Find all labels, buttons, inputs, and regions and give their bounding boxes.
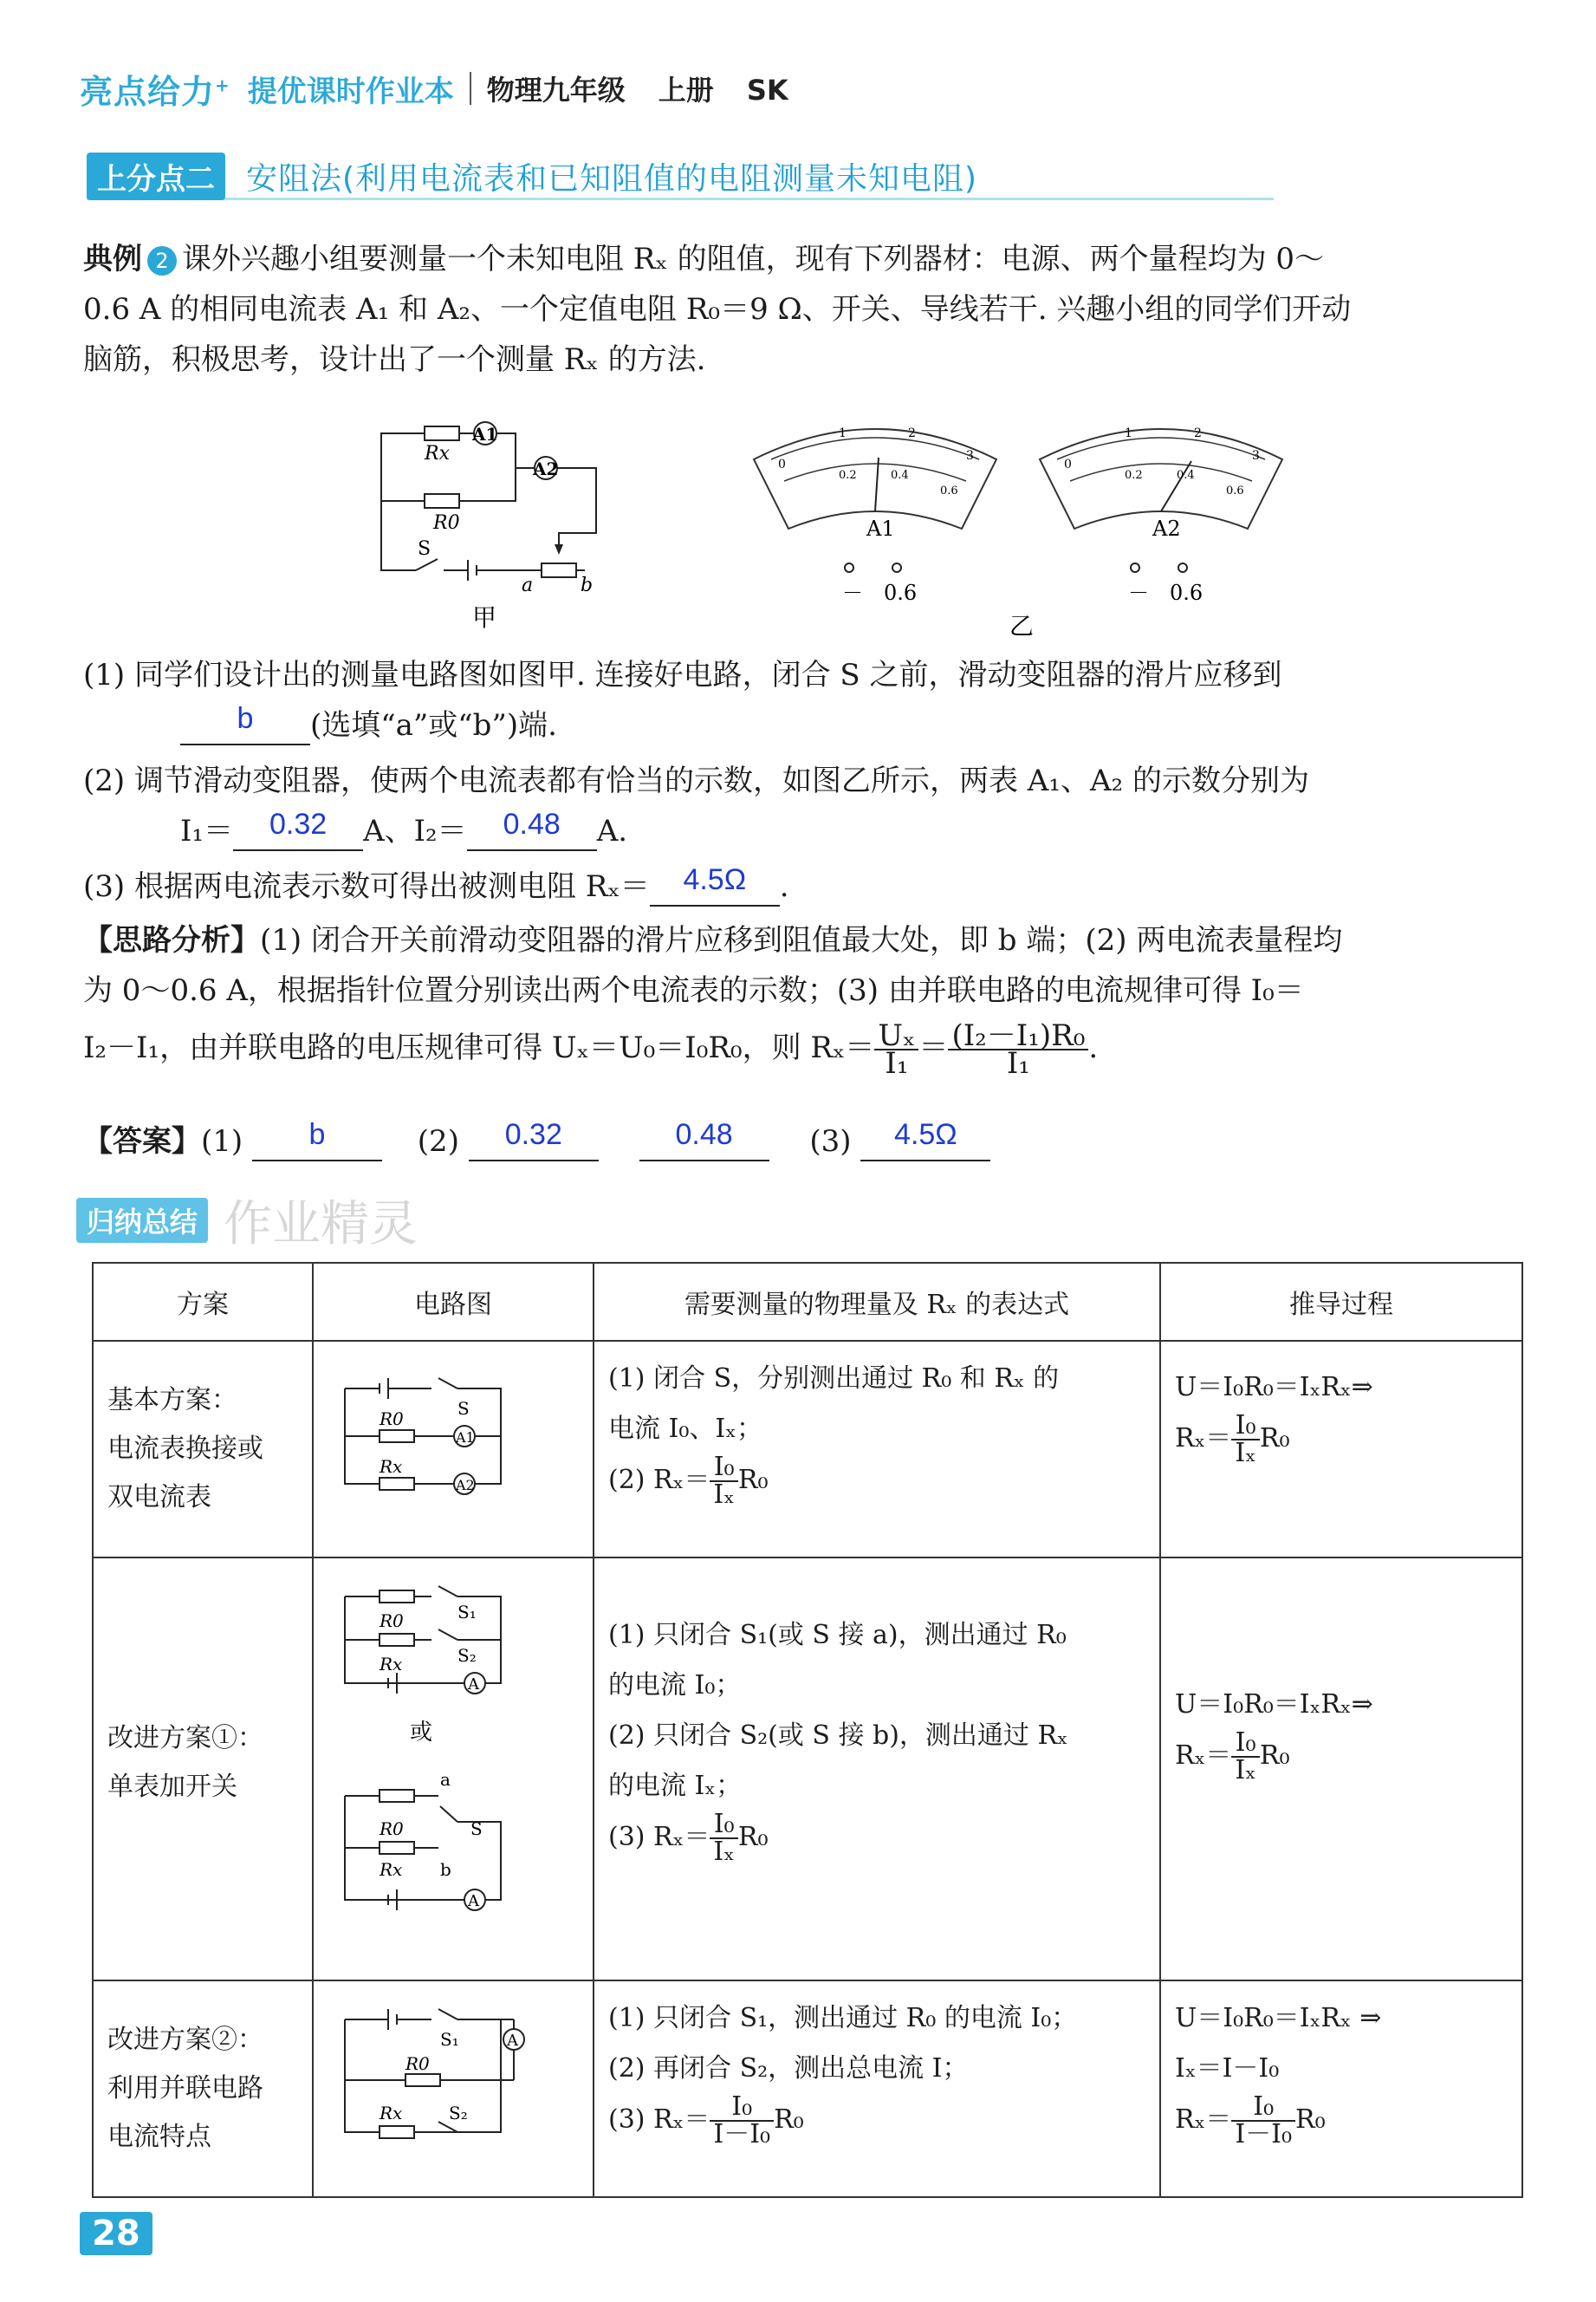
svg-text:Rx: Rx [380, 1859, 403, 1880]
circuit-parallel [328, 1993, 544, 2167]
label-rx: Rx [425, 443, 450, 465]
svg-text:A: A [507, 2032, 518, 2050]
section-title: 安阻法(利用电流表和已知阻值的电阻测量未知电阻) [246, 160, 978, 197]
circuit-basic [328, 1354, 544, 1527]
table-header-row: 方案 电路图 需要测量的物理量及 Rₓ 的表达式 推导过程 [93, 1263, 1522, 1341]
label-r0: R0 [433, 512, 460, 534]
svg-text:0: 0 [778, 458, 786, 471]
answer-blank-i1: 0.32 [233, 799, 363, 851]
answer-45: 4.5Ω [860, 1109, 990, 1161]
svg-text:2: 2 [1194, 426, 1202, 440]
label-a2: A2 [533, 458, 559, 479]
label-b: b [581, 575, 594, 596]
svg-text:S₂: S₂ [449, 2103, 468, 2123]
svg-text:0: 0 [1064, 458, 1072, 471]
svg-text:0.6: 0.6 [884, 581, 918, 605]
answer-blank-q3: 4.5Ω [650, 855, 780, 907]
fig-label-yi: 乙 [1009, 612, 1035, 641]
svg-text:－: － [1128, 581, 1149, 605]
meter-label-a2: A2 [1152, 517, 1181, 541]
svg-text:A: A [468, 1892, 479, 1910]
answer-blank-i2: 0.48 [467, 799, 597, 851]
svg-text:3: 3 [1252, 449, 1260, 463]
svg-text:S: S [457, 1398, 470, 1419]
answer-line: 【答案】(1) b (2) 0.32 0.48 (3) 4.5Ω [83, 1116, 1539, 1168]
summary-watermark: 作业精灵 [224, 1196, 418, 1252]
summary-table [92, 1262, 1523, 2198]
svg-text:0.6: 0.6 [940, 484, 958, 497]
analysis-label: 【思路分析】 [83, 923, 260, 958]
svg-text:或: 或 [410, 1720, 433, 1746]
header-info: 物理九年级 上册 SK [486, 74, 788, 107]
section-heading [87, 154, 1274, 200]
label-a: a [522, 575, 534, 596]
example-label: 典例 [83, 242, 142, 276]
question-2: (2) 调节滑动变阻器，使两个电流表都有恰当的示数，如图乙所示，两表 A₁、A₂ 的示数分别为 I₁＝ 0.32 A、I₂＝ 0.48 A. [83, 756, 1539, 858]
circuit-figure-jia [364, 407, 615, 633]
svg-text:3: 3 [966, 449, 974, 463]
svg-text:S₁: S₁ [457, 1602, 477, 1622]
svg-text:0.4: 0.4 [1177, 469, 1195, 482]
svg-text:R0: R0 [380, 1818, 404, 1839]
svg-text:1: 1 [839, 426, 847, 440]
label-a1: A1 [472, 424, 498, 445]
book-subtitle: 提优课时作业本 [247, 74, 454, 109]
table-row: 改进方案②： 利用并联电路 电流特点 S₁ A R0 Rx S₂ (1) 只闭合 S₁，测出通过 R₀ 的电流 I₀； (2) 再闭合 S₂，测出总电流 I； (3) Rₓ＝ $\frac{\text{I₀}}{\text{I－I₀}}$ R₀ U＝I₀R₀＝IₓRₓ ⇒ Iₓ＝I－I₀ Rₓ＝ $\frac{\text{I₀}}{\text{I－I₀}}$ R₀ [93, 1980, 1522, 2197]
table-row: 改进方案①： 单表加开关 R0 S₁ Rx S₂ A 或 a R0 S Rx b A (1) 只闭合 S₁(或 S 接 a)，测出通过 R₀ 的电流 I₀； (2) 只闭合 S₂(或 S 接 b)，测出通过 Rₓ 的电流 Iₓ； (3) Rₓ＝ $\frac{\text{I₀}}{\text{Iₓ}}$ R₀ U＝I₀R₀＝IₓRₓ⇒ Rₓ＝ $\frac{\text{I₀}}{\text{Iₓ}}$ R₀ [93, 1557, 1522, 1980]
example-number: 2 [147, 246, 177, 276]
question-1: (1) 同学们设计出的测量电路图如图甲. 连接好电路，闭合 S 之前，滑动变阻器的滑片应移到 b (选填“a”或“b”)端. [83, 650, 1539, 752]
svg-text:b: b [440, 1859, 451, 1880]
svg-text:R0: R0 [405, 2053, 430, 2074]
svg-text:Rx: Rx [380, 1456, 403, 1477]
svg-text:0.4: 0.4 [891, 469, 909, 482]
svg-text:A: A [468, 1675, 479, 1694]
svg-text:Rx: Rx [380, 1654, 403, 1674]
page-header [80, 62, 821, 114]
header-divider [470, 72, 471, 105]
brand-logo: 亮点给力+ [80, 72, 230, 111]
ammeter-a2 [1040, 426, 1282, 605]
ammeter-a1 [754, 426, 996, 605]
section-tag: 上分点二 [87, 153, 225, 200]
svg-text:R0: R0 [380, 1610, 404, 1631]
answer-blank-q1: b [180, 693, 310, 745]
svg-text:R0: R0 [380, 1408, 404, 1429]
example-text-3: 脑筋，积极思考，设计出了一个测量 Rₓ 的方法. [83, 342, 706, 377]
example-problem [83, 234, 1539, 385]
svg-text:0.6: 0.6 [1226, 484, 1244, 497]
svg-text:0.2: 0.2 [1125, 469, 1143, 482]
svg-text:0.6: 0.6 [1170, 581, 1203, 605]
answer-048: 0.48 [639, 1109, 769, 1161]
analysis: 【思路分析】(1) 闭合开关前滑动变阻器的滑片应移到阻值最大处，即 b 端；(2) 两电流表量程均 为 0～0.6 A，根据指针位置分别读出两个电流表的示数；(3) 由并联电路的电流规律可得 I₀＝ I₂－I₁，由并联电路的电压规律可得 Uₓ＝U₀＝I₀R₀，则 Rₓ＝ $\frac{\text{Uₓ}}{\text{I₁}}$ ＝ $\frac{\text{(I₂－I₁)R₀}}{\text{I₁}}$ . [83, 923, 1343, 1081]
svg-text:S₂: S₂ [457, 1645, 477, 1666]
answer-b: b [252, 1109, 382, 1161]
svg-text:－: － [842, 581, 863, 605]
svg-text:a: a [440, 1769, 451, 1790]
svg-text:S: S [470, 1818, 483, 1839]
circuit-single-meter [328, 1570, 544, 1961]
page-number: 28 [80, 2212, 152, 2255]
example-text-2: 0.6 A 的相同电流表 A₁ 和 A₂、一个定值电阻 R₀＝9 Ω、开关、导线若干. 兴趣小组的同学们开动 [83, 292, 1352, 327]
answer-032: 0.32 [469, 1109, 599, 1161]
summary-heading [76, 1186, 418, 1255]
svg-text:0.2: 0.2 [839, 469, 857, 482]
label-s: S [418, 538, 431, 560]
question-3: (3) 根据两电流表示数可得出被测电阻 Rₓ＝ 4.5Ω . [83, 862, 1539, 914]
svg-text:Rx: Rx [380, 2103, 403, 2123]
summary-tag: 归纳总结 [76, 1198, 208, 1243]
example-text-1: 课外兴趣小组要测量一个未知电阻 Rₓ 的阻值，现有下列器材：电源、两个量程均为 0～ [182, 242, 1325, 276]
fig-label-jia: 甲 [472, 603, 497, 632]
meter-label-a1: A1 [866, 517, 895, 541]
table-row: 基本方案： 电流表换接或 双电流表 S R0 A1 Rx A2 (1) 闭合 S，分别测出通过 R₀ 和 Rₓ 的 电流 I₀、Iₓ； (2) Rₓ＝ $\frac{\text{I₀}}{\text{Iₓ}}$ R₀ U＝I₀R₀＝IₓRₓ⇒ Rₓ＝ $\frac{\text{I₀}}{\text{Iₓ}}$ R₀ [93, 1341, 1522, 1557]
svg-text:S₁: S₁ [440, 2029, 459, 2050]
svg-text:1: 1 [1125, 426, 1132, 440]
svg-text:2: 2 [908, 426, 916, 440]
svg-text:A2: A2 [456, 1477, 475, 1493]
svg-text:A1: A1 [456, 1429, 475, 1446]
ammeter-figure-yi [745, 407, 1300, 641]
